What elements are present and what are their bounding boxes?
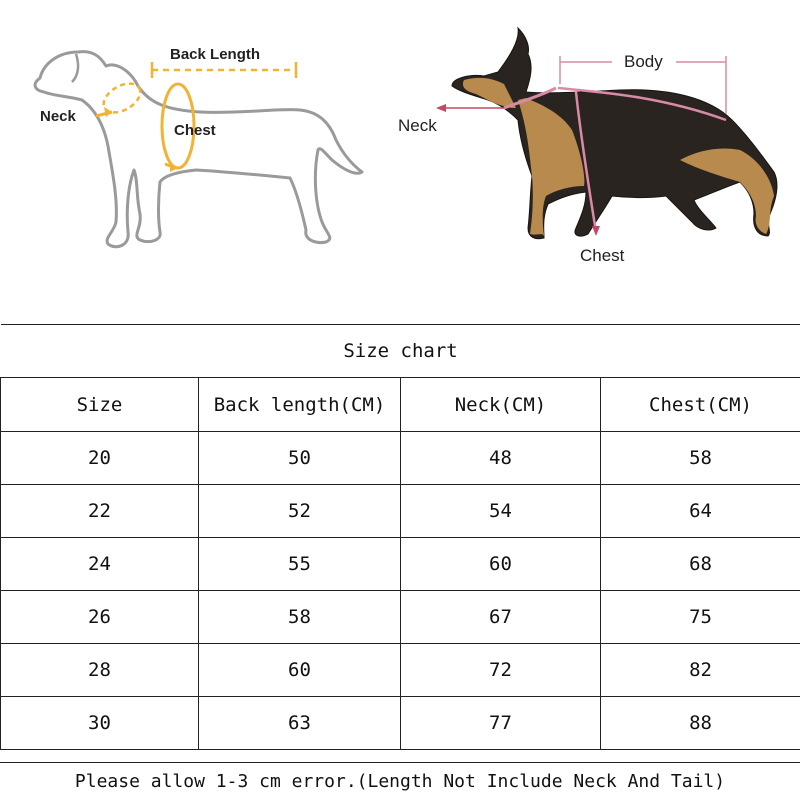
cell-neck: 77 <box>401 697 601 750</box>
header-neck: Neck(CM) <box>401 378 601 432</box>
table-row <box>1 697 800 750</box>
size-chart-header-row <box>1 378 800 432</box>
cell-chest: 58 <box>601 432 800 485</box>
table-row <box>1 485 800 538</box>
cell-size: 20 <box>1 432 199 485</box>
table-row <box>1 432 800 485</box>
header-chest: Chest(CM) <box>601 378 800 432</box>
dog-outline <box>35 52 362 247</box>
chest-label-left: Chest <box>174 122 216 139</box>
cell-chest: 75 <box>601 591 800 644</box>
cell-neck: 54 <box>401 485 601 538</box>
neck-label-left: Neck <box>40 108 76 125</box>
cell-chest: 82 <box>601 644 800 697</box>
table-row <box>1 538 800 591</box>
cell-neck: 67 <box>401 591 601 644</box>
table-row <box>1 644 800 697</box>
cell-chest: 64 <box>601 485 800 538</box>
header-back-length: Back length(CM) <box>199 378 401 432</box>
cell-chest: 88 <box>601 697 800 750</box>
cell-size: 24 <box>1 538 199 591</box>
body-label-right: Body <box>624 52 663 72</box>
dog-ear-outline <box>72 54 78 82</box>
cell-neck: 60 <box>401 538 601 591</box>
cell-back-length: 60 <box>199 644 401 697</box>
cell-size: 28 <box>1 644 199 697</box>
cell-back-length: 52 <box>199 485 401 538</box>
cell-back-length: 63 <box>199 697 401 750</box>
cell-neck: 48 <box>401 432 601 485</box>
cell-size: 26 <box>1 591 199 644</box>
chest-label-right: Chest <box>580 246 624 266</box>
cell-chest: 68 <box>601 538 800 591</box>
cell-size: 22 <box>1 485 199 538</box>
neck-label-right: Neck <box>398 116 437 136</box>
error-note: Please allow 1-3 cm error.(Length Not Include Neck And Tail) <box>0 762 800 801</box>
cell-size: 30 <box>1 697 199 750</box>
size-chart-title: Size chart <box>1 325 800 378</box>
size-chart-table <box>0 324 800 750</box>
table-row <box>1 591 800 644</box>
size-chart-caption-row <box>1 325 800 378</box>
back-length-label: Back Length <box>170 46 260 63</box>
measurement-illustrations <box>0 0 800 300</box>
dog-outline-diagram <box>0 0 380 290</box>
cell-back-length: 50 <box>199 432 401 485</box>
dog-body-silhouette <box>452 28 777 239</box>
cell-back-length: 55 <box>199 538 401 591</box>
header-size: Size <box>1 378 199 432</box>
cell-back-length: 58 <box>199 591 401 644</box>
cell-neck: 72 <box>401 644 601 697</box>
